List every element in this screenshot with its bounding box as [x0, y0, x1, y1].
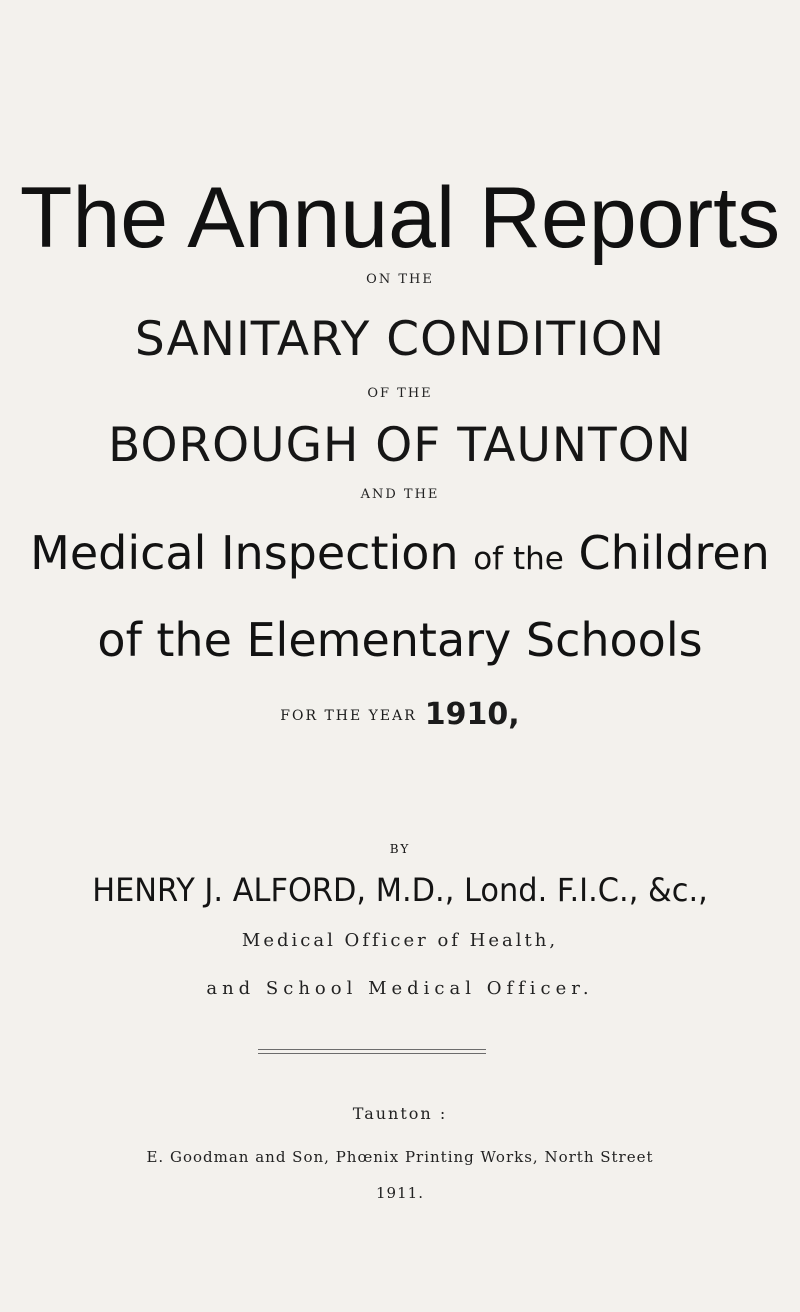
- rule-bottom: [258, 1053, 486, 1054]
- borough-heading: BOROUGH OF TAUNTON: [108, 418, 692, 473]
- year-prefix: FOR THE YEAR: [280, 708, 417, 724]
- of-the-inline: of the: [473, 541, 564, 577]
- on-the-label: ON THE: [366, 272, 434, 287]
- by-label: BY: [389, 842, 411, 856]
- author-role-1: Medical Officer of Health,: [241, 930, 559, 951]
- schools-heading: of the Elementary Schools: [97, 613, 703, 667]
- sanitary-condition-heading: SANITARY CONDITION: [134, 312, 666, 367]
- medical-inspection-prefix: Medical Inspection: [30, 526, 474, 580]
- medical-inspection-heading: [0, 518, 800, 594]
- children-word: Children: [563, 526, 770, 580]
- imprint-year: 1911.: [376, 1184, 424, 1202]
- author-role-2: and School Medical Officer.: [206, 978, 594, 999]
- year-line: [0, 697, 800, 732]
- report-title: The Annual Reports: [19, 170, 781, 266]
- double-rule-divider: [258, 1048, 486, 1056]
- author-name: HENRY J. ALFORD, M.D., Lond. F.I.C., &c.,: [92, 871, 708, 909]
- and-the-label: AND THE: [360, 487, 440, 502]
- imprint-printer: E. Goodman and Son, Phœnix Printing Works, North Street: [146, 1148, 654, 1166]
- imprint-place: Taunton :: [352, 1104, 448, 1123]
- rule-top: [258, 1049, 486, 1050]
- report-year: 1910,: [424, 697, 520, 732]
- of-the-label: OF THE: [367, 386, 433, 401]
